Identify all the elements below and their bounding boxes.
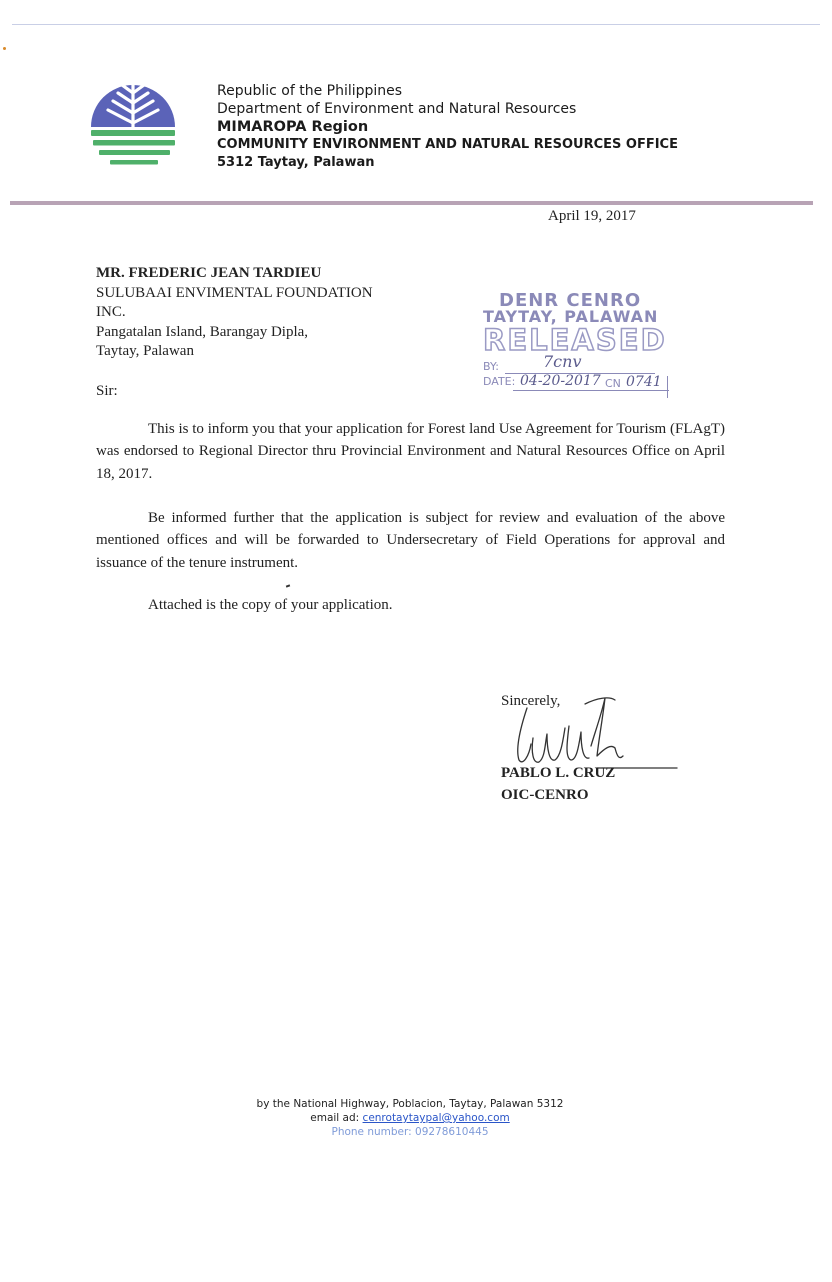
scan-top-border: [12, 24, 820, 25]
signer-title: OIC-CENRO: [501, 787, 589, 803]
letterhead-region: MIMAROPA Region: [217, 119, 369, 135]
body-paragraph-1: This is to inform you that your application for Forest land Use Agreement for Tourism (FLAgT) was endorsed to Regional Director thru Provincial Environment and Natural Resources Office on April 18, 2017.: [96, 421, 725, 482]
footer-email-label: email ad:: [310, 1112, 360, 1124]
letterhead-location: 5312 Taytay, Palawan: [217, 155, 375, 170]
scan-speck: [3, 47, 6, 50]
stamp-status: RELEASED: [483, 323, 667, 357]
footer-email-line: [0, 1111, 820, 1125]
addressee-address-line2: Taytay, Palawan: [96, 343, 194, 359]
addressee-name: MR. FREDERIC JEAN TARDIEU: [96, 265, 322, 281]
letterhead-department: Department of Environment and Natural Resources: [217, 101, 577, 117]
footer-address: by the National Highway, Poblacion, Taytay, Palawan 5312: [256, 1098, 564, 1110]
stamp-cn-label: CN: [605, 377, 621, 390]
addressee-org-line2: INC.: [96, 304, 126, 320]
letter-date: April 19, 2017: [548, 208, 636, 224]
letterhead: [217, 82, 678, 172]
stamp-cn-value: 0741: [626, 374, 662, 390]
addressee-org-line1: SULUBAAI ENVIMENTAL FOUNDATION: [96, 284, 373, 301]
addressee-address-line1: Pangatalan Island, Barangay Dipla,: [96, 323, 309, 340]
released-stamp: [483, 290, 673, 402]
closing: Sincerely,: [501, 693, 561, 709]
stamp-office: DENR CENRO: [499, 290, 642, 311]
stamp-date-line: [513, 390, 669, 391]
stamp-location: TAYTAY, PALAWAN: [483, 307, 659, 326]
salutation: Sir:: [96, 383, 118, 399]
pen-mark: [286, 584, 290, 587]
stamp-by-label: BY:: [483, 360, 499, 373]
letterhead-office: COMMUNITY ENVIRONMENT AND NATURAL RESOURCES OFFICE: [217, 137, 678, 152]
stamp-tick: [667, 376, 668, 398]
body-paragraph-2: Be informed further that the application is subject for review and evaluation of the above mentioned offices and will be forwarded to Undersecretary of Field Operations for approval and issuance of the tenure instrument.: [96, 510, 725, 571]
addressee-block: [96, 264, 373, 362]
stamp-by-initials: 7cnv: [543, 352, 582, 371]
stamp-date-value: 04-20-2017: [520, 373, 601, 389]
signer-block: [501, 762, 615, 806]
stamp-date-label: DATE:: [483, 375, 516, 388]
letterhead-republic: Republic of the Philippines: [217, 83, 403, 99]
footer: [0, 1097, 820, 1139]
letterhead-divider: [10, 201, 813, 205]
signer-name: PABLO L. CRUZ: [501, 765, 616, 781]
body-paragraph-3: Attached is the copy of your application.: [148, 597, 393, 613]
denr-logo-icon: [90, 75, 176, 183]
footer-email-link[interactable]: cenrotaytaypal@yahoo.com: [362, 1112, 510, 1124]
footer-phone: Phone number: 09278610445: [331, 1126, 489, 1138]
